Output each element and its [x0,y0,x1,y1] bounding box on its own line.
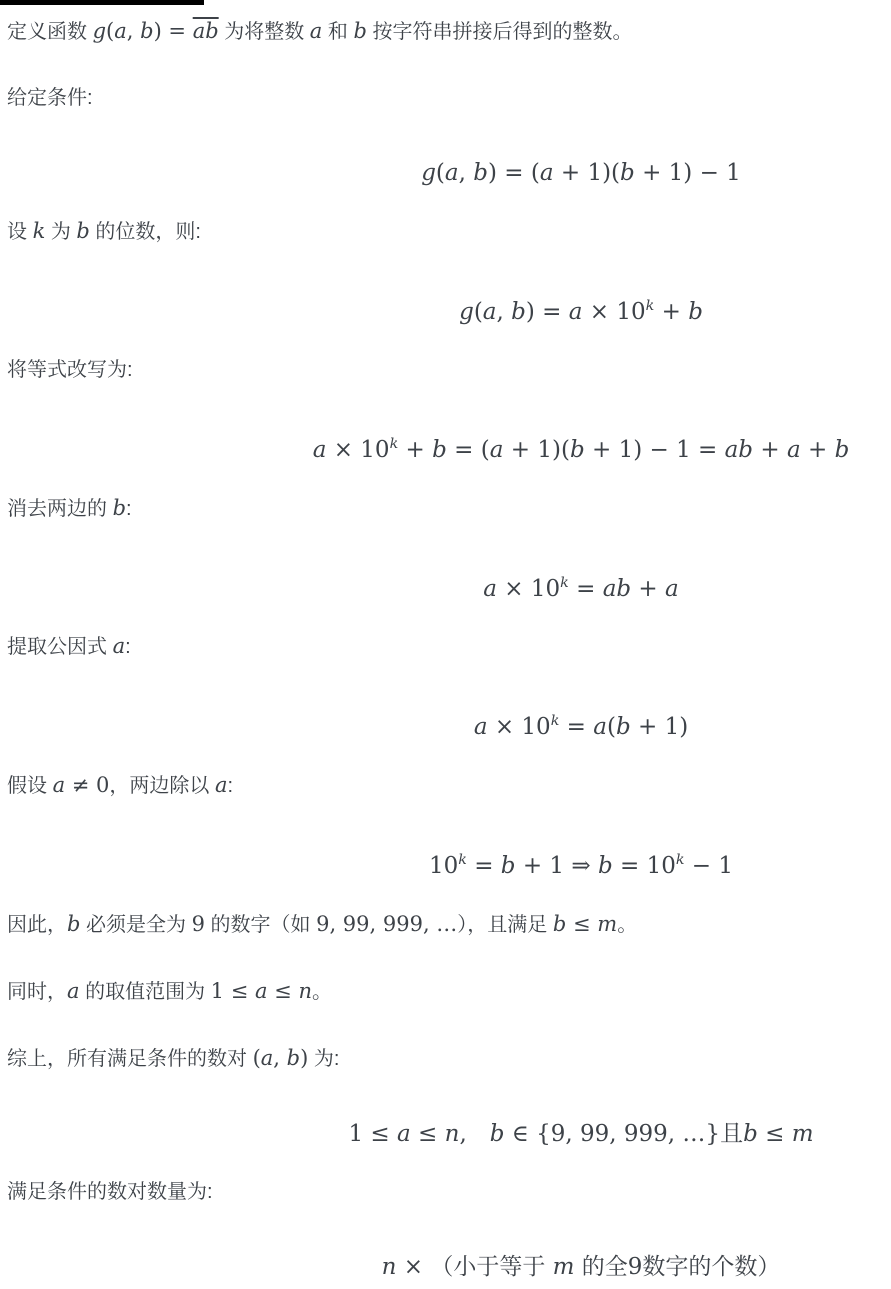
math-superscript: k [560,574,569,591]
math-run: ) = [525,298,569,325]
math-run: 1 ≤ [348,1121,397,1148]
math-variable: b [286,1046,301,1071]
math-run: × 10 [582,298,646,325]
math-run: + [800,436,835,463]
heading-underline [0,0,204,5]
math-variable: m [552,1254,575,1281]
text-run: 给定条件: [7,87,93,109]
math-variable: ab [724,436,754,463]
formula-line [7,284,891,334]
math-variable: a [483,575,497,602]
math-variable: a [112,634,126,659]
text-run: 为将整数 [218,21,310,43]
math-run: 9, 99, 999, … [316,912,458,937]
math-variable: b [67,912,81,937]
math-variable: a [312,436,327,463]
text-run: 。 [311,981,332,1004]
text-run: : [125,636,131,659]
formula-line [7,838,891,888]
text-run: 的数字（如 [204,914,317,937]
math-variable: m [597,912,618,937]
math-variable: n [381,1254,397,1281]
math-variable: b [615,714,631,741]
math-run: ( [435,160,445,186]
text-run: 为: [308,1048,340,1071]
math-run: = [559,714,594,741]
math-variable: a [52,773,66,798]
math-variable: b [500,853,516,880]
math-variable: a [482,298,497,325]
math-run: − 1 [684,853,734,880]
math-variable: b [112,495,127,520]
math-run: ≤ [566,912,598,937]
paragraph-line [7,977,891,1006]
math-run: 9 [191,912,205,937]
math-superscript: k [645,298,655,314]
math-run: , [496,298,512,325]
math-run: ) = [153,19,193,43]
math-run: 的全9数字的个数） [574,1254,781,1281]
paragraph-line [7,910,891,939]
math-variable: a [786,436,801,463]
math-run: + 1) [630,714,689,741]
paragraph-line [7,217,891,246]
math-variable: a [489,436,504,463]
formula-line [7,422,891,472]
math-variable: b [511,298,526,325]
math-variable: b [353,19,367,43]
math-variable: b [489,1121,505,1148]
paragraph-line [7,771,891,800]
math-run: + 1 ⇒ [515,853,598,880]
text-run: 提取公因式 [7,636,113,659]
paragraph-line [7,84,891,112]
math-variable: b [597,853,613,880]
math-superscript: k [550,713,560,730]
math-run: × （小于等于 [396,1254,553,1281]
math-run: = ( [446,436,490,463]
text-run: : [126,497,132,520]
math-run: × 10 [326,436,390,463]
math-variable: g [421,160,436,186]
math-variable: b [140,19,154,43]
math-variable: a [254,979,268,1004]
math-variable: m [791,1121,814,1148]
text-run: 综上，所有满足条件的数对 [7,1048,253,1071]
math-variable: a [665,575,679,602]
math-run: + 1)( [503,436,570,463]
math-variable: a [593,714,607,741]
math-run: 1 ≤ [210,979,255,1004]
math-run: , [459,1121,490,1148]
math-run: ) = ( [487,160,540,186]
math-run: ) [300,1046,309,1071]
math-run: , [126,19,141,43]
math-variable: n [444,1121,460,1148]
text-run: 必须是全为 [80,914,192,937]
paragraph-line [7,1044,891,1073]
math-variable: g [92,19,107,43]
math-variable: a [67,979,80,1004]
math-run: + 1) − 1 [634,160,741,186]
math-run: ≤ [410,1121,445,1148]
math-variable: k [32,219,46,243]
text-run: 和 [322,21,354,43]
paragraph-line [7,356,891,384]
formula-line [7,699,891,749]
text-run: 同时， [7,981,67,1004]
math-run: ( [252,1046,261,1071]
math-variable: a [214,773,228,798]
math-run: + [753,436,787,463]
formula-line [7,150,891,195]
paragraph-line [7,494,891,523]
math-variable: a [473,714,488,741]
formula-line [7,1244,891,1289]
math-variable: b [569,436,585,463]
math-variable: b [76,219,90,243]
math-run: + 1)( [553,160,621,186]
formula-line [7,561,891,611]
math-variable: a [396,1121,411,1148]
math-variable: a [539,160,554,186]
math-variable: a [309,19,323,43]
text-run: ，两边除以 [109,775,215,798]
math-run: = [568,575,603,602]
text-run: 设 [7,221,33,243]
text-run: 因此， [7,914,67,937]
text-run: 按字符串拼接后得到的整数。 [366,21,633,43]
text-run: 将等式改写为: [7,358,133,381]
math-variable: a [260,1046,274,1071]
math-run: ( [606,714,616,741]
math-run: , [458,160,474,186]
text-run: 满足条件的数对数量为: [7,1181,213,1204]
math-superscript: k [675,852,685,869]
math-run: = [466,853,501,880]
math-run: ≤ [757,1121,792,1148]
math-run: 10 [428,853,459,880]
math-run: ∈ {9, 99, 999, …}且 [504,1121,744,1148]
math-run: ( [473,298,483,325]
math-variable: a [568,298,583,325]
math-variable: a [444,160,459,186]
math-variable: ab [602,575,632,602]
math-run: = 10 [612,853,676,880]
text-run: 的位数，则: [89,221,201,243]
text-run: 为 [45,221,77,243]
math-variable: b [620,160,635,186]
text-run: 假设 [7,775,53,798]
math-variable: b [834,436,850,463]
math-variable: a [114,19,127,43]
math-superscript: k [458,852,467,869]
math-variable: n [298,979,312,1004]
math-run: × 10 [487,714,551,741]
math-overline: $\overline{ab}$ [192,19,219,43]
text-run: ），且满足 [457,914,553,937]
math-run: ( [106,19,115,43]
math-run: + 1) − 1 = [584,436,725,463]
math-run: + [631,575,666,602]
math-superscript: k [389,435,399,452]
math-run: + [654,298,689,325]
math-variable: b [552,912,567,937]
text-run: 的取值范围为 [79,981,211,1004]
math-variable: b [473,160,488,186]
text-run: 。 [617,914,638,937]
text-run: : [227,775,234,798]
paragraph-line [7,632,891,661]
math-run: + [398,436,433,463]
math-run: , [273,1046,287,1071]
paragraph-line [7,17,891,46]
math-run: ≠ 0 [65,773,110,798]
formula-line [7,1111,891,1156]
text-run: 定义函数 [7,21,93,43]
paragraph-line [7,1178,891,1206]
math-variable: b [688,298,703,325]
math-variable: b [432,436,447,463]
math-run: × 10 [496,575,561,602]
text-run: 消去两边的 [7,497,113,520]
math-variable: g [459,298,474,325]
math-run: ≤ [267,979,299,1004]
math-variable: b [743,1121,758,1148]
